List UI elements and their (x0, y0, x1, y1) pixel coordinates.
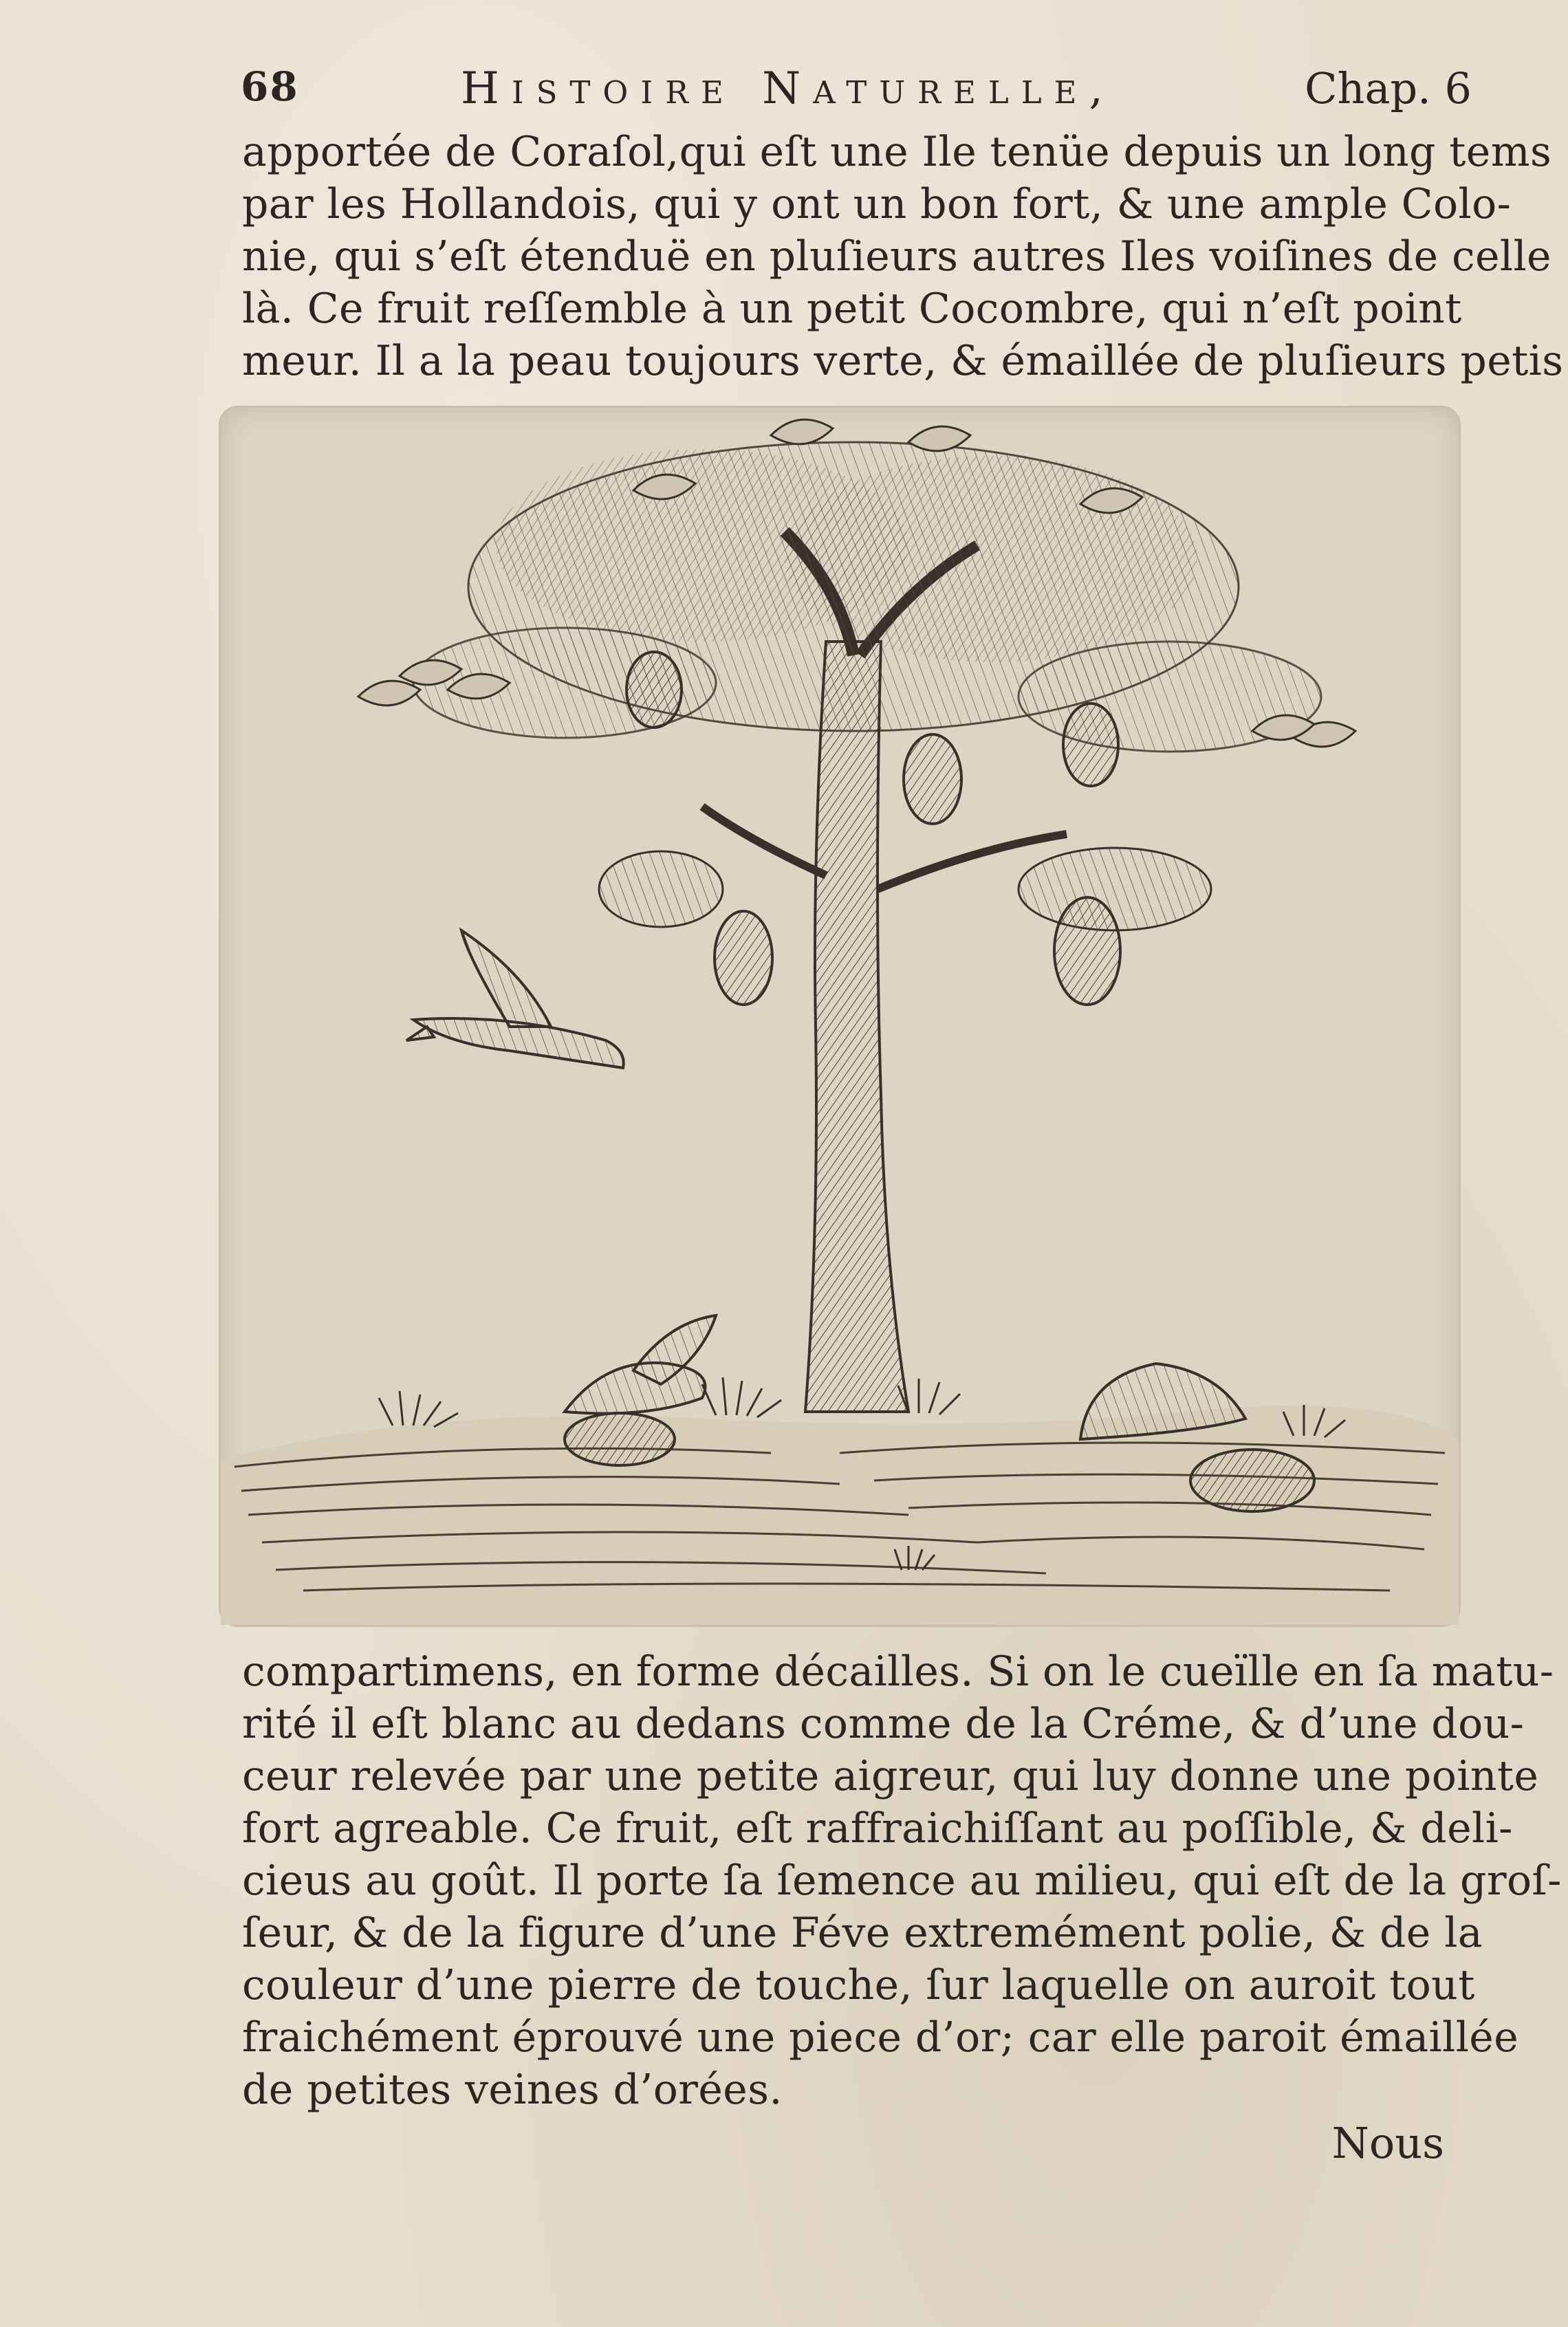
text-line: rité il eſt blanc au dedans comme de la Créme, & d’une dou- (242, 1700, 1525, 1748)
text-block-bottom (242, 1646, 1562, 2117)
tree-engraving (221, 408, 1459, 1625)
text-line: ſeur, & de la figure d’une Féve extremément polie, & de la (242, 1909, 1483, 1957)
text-line: fort agreable. Ce fruit, eſt raffraichiſſant au poſſible, & deli- (242, 1804, 1513, 1853)
running-header (234, 63, 1472, 118)
catchword: Nous (1331, 2118, 1444, 2168)
running-title: Histoire Naturelle, (461, 63, 1115, 114)
chapter-label: Chap. 6 (1305, 63, 1472, 113)
text-line: de petites veines d’orées. (242, 2066, 783, 2114)
text-line: cieus au goût. Il porte ſa ſemence au milieu, qui eſt de la groſ- (242, 1857, 1562, 1905)
text-line: fraichément éprouvé une piece d’or; car elle paroit émaillée (242, 2013, 1519, 2062)
text-line: compartimens, en forme décailles. Si on le cueïlle en ſa matu- (242, 1648, 1554, 1696)
text-block-top (242, 127, 1564, 388)
text-line: ceur relevée par une petite aigreur, qui luy donne une pointe (242, 1752, 1539, 1800)
text-line: couleur d’une pierre de touche, ſur laquelle on auroit tout (242, 1961, 1475, 2009)
text-line: nie, qui s’eſt étenduë en pluſieurs autres Iles voiſines de celle (242, 232, 1551, 281)
text-line: apportée de Coraſol,qui eſt une Ile tenüe depuis un long tems (242, 128, 1552, 176)
text-line: meur. Il a la peau toujours verte, & émaillée de pluſieurs petis (242, 337, 1564, 385)
text-line: par les Hollandois, qui y ont un bon fort, & une ample Colo- (242, 180, 1512, 228)
engraving-plate (219, 406, 1461, 1627)
page-number: 68 (241, 63, 299, 110)
flying-bird (406, 930, 624, 1068)
text-line: là. Ce fruit reſſemble à un petit Cocombre, qui n’eſt point (242, 285, 1462, 333)
